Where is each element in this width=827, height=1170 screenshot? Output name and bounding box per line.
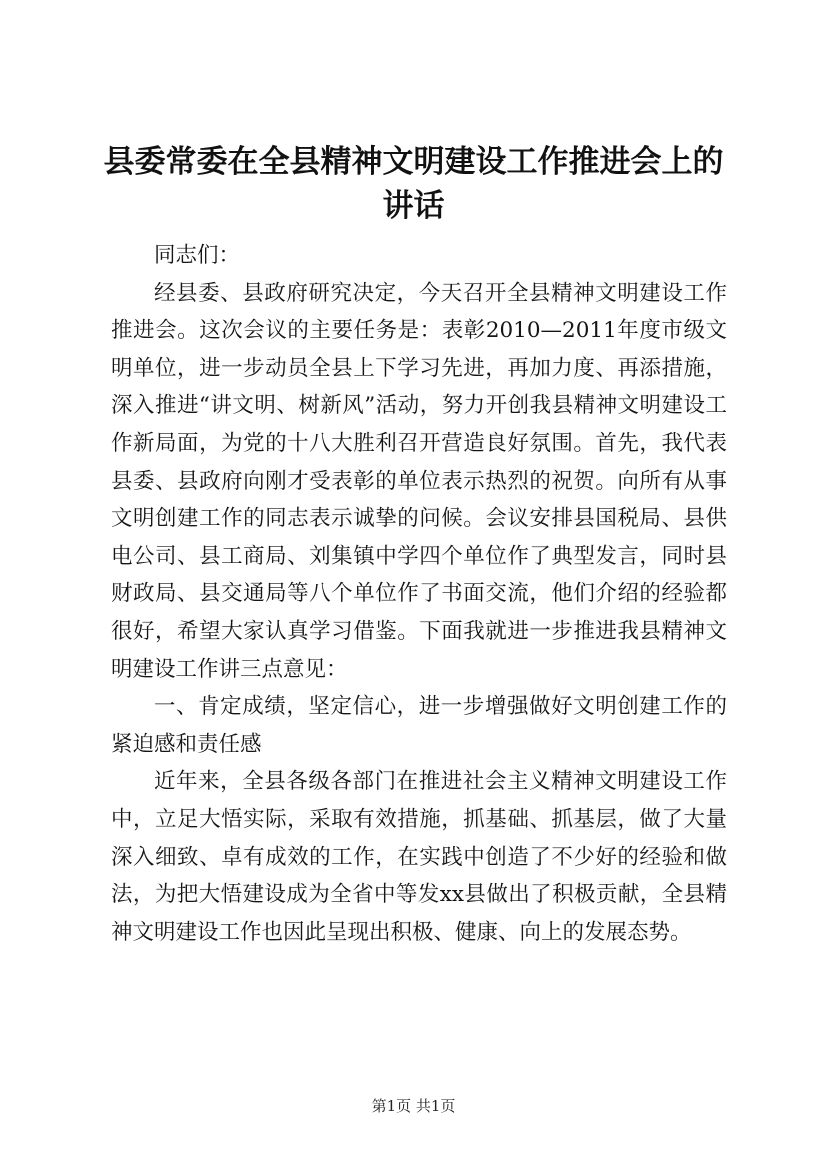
paragraph-intro: 经县委、县政府研究决定，今天召开全县精神文明建设工作推进会。这次会议的主要任务是：表彰2010—2011年度市级文明单位，进一步动员全县上下学习先进，再加力度、再添措施，深入推进“讲文明、树新风”活动，努力开创我县精神文明建设工作新局面，为党的十八大胜利召开营造良好氛围。首先，我代表县委、县政府向刚才受表彰的单位表示热烈的祝贺。向所有从事文明创建工作的同志表示诚挚的问候。会议安排县国税局、县供电公司、县工商局、刘集镇中学四个单位作了典型发言，同时县财政局、县交通局等八个单位作了书面交流，他们介绍的经验都很好，希望大家认真学习借鉴。下面我就进一步推进我县精神文明建设工作讲三点意见： bbox=[111, 280, 727, 682]
section-heading-1: 一、肯定成绩，坚定信心，进一步增强做好文明创建工作的紧迫感和责任感 bbox=[111, 694, 727, 757]
paragraph-achievements: 近年来，全县各级各部门在推进社会主义精神文明建设工作中，立足大悟实际，采取有效措施，抓基础、抓基层，做了大量深入细致、卓有成效的工作，在实践中创造了不少好的经验和做法，为把大悟建设成为全省中等发xx县做出了积极贡献，全县精神文明建设工作也因此呈现出积极、健康、向上的发展态势。 bbox=[111, 769, 727, 945]
salutation: 同志们： bbox=[154, 243, 241, 268]
document-title: 县委常委在全县精神文明建设工作推进会上的讲话 bbox=[103, 144, 724, 224]
page-number-footer: 第1页 共1页 bbox=[371, 1097, 456, 1115]
document-body bbox=[111, 237, 727, 951]
